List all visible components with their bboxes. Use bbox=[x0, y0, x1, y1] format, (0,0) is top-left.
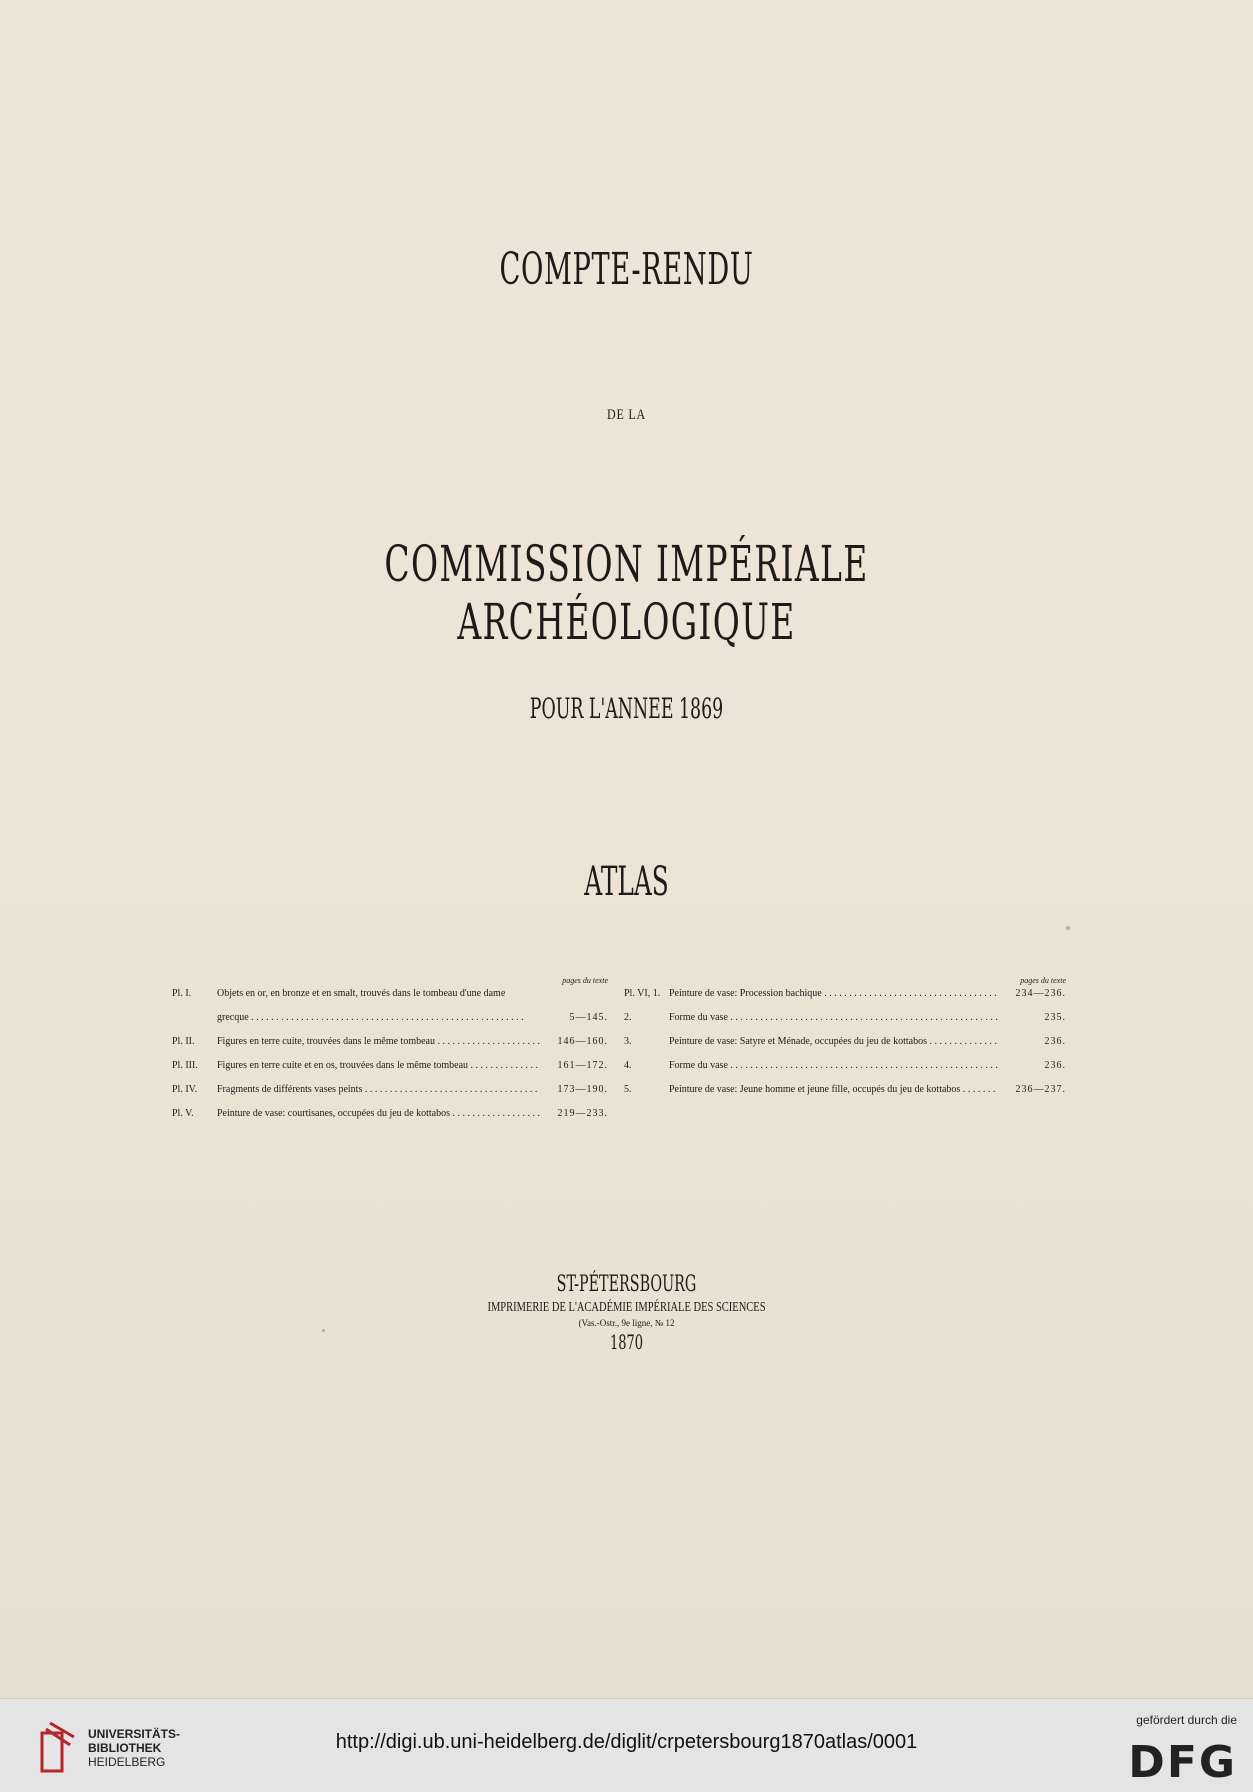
page-range: 236. bbox=[1044, 1036, 1066, 1047]
page-range: 173—190. bbox=[557, 1084, 608, 1095]
plate-number: 4. bbox=[624, 1060, 632, 1071]
plate-number: 3. bbox=[624, 1036, 632, 1047]
page-range: 236—237. bbox=[1015, 1084, 1066, 1095]
toc-entry bbox=[624, 1011, 1066, 1035]
page-range: 161—172. bbox=[557, 1060, 608, 1071]
imprint bbox=[0, 1272, 1253, 1354]
toc-entry bbox=[172, 987, 608, 1011]
plate-number: 2. bbox=[624, 1012, 632, 1023]
pages-header: pages du texte bbox=[1020, 976, 1066, 985]
plate-description: Peinture de vase: Satyre et Ménade, occupées du jeu de kottabos . . . bbox=[669, 1035, 998, 1049]
toc-entry bbox=[624, 1035, 1066, 1059]
plate-description: Figures en terre cuite, trouvées dans le même tombeau . . . bbox=[217, 1035, 540, 1049]
page-range: 219—233. bbox=[557, 1108, 608, 1119]
plate-description: Forme du vase . . . bbox=[669, 1011, 998, 1025]
plate-description: Peinture de vase: courtisanes, occupées du jeu de kottabos . . . bbox=[217, 1107, 540, 1121]
toc-entry bbox=[172, 1011, 608, 1035]
plate-number: Pl. I. bbox=[172, 988, 192, 999]
page-range: 146—160. bbox=[557, 1036, 608, 1047]
plate-description: Fragments de différents vases peints . . . bbox=[217, 1083, 540, 1097]
permalink-url[interactable]: http://digi.ub.uni-heidelberg.de/diglit/crpetersbourg1870atlas/0001 bbox=[335, 1731, 918, 1753]
library-name-line: HEIDELBERG bbox=[88, 1755, 166, 1769]
plate-description: Objets en or, en bronze et en smalt, trouvés dans le tombeau d'une dame bbox=[217, 988, 506, 999]
plate-number: Pl. VI, 1. bbox=[624, 988, 661, 999]
plate-number: Pl. V. bbox=[172, 1108, 194, 1119]
toc-entry bbox=[172, 1083, 608, 1107]
year-line: POUR L'ANNEE 1869 bbox=[529, 692, 724, 725]
library-name-line: UNIVERSITÄTS- bbox=[88, 1727, 181, 1741]
toc-entry bbox=[172, 1059, 608, 1083]
plate-description: Forme du vase . . . bbox=[669, 1059, 998, 1073]
viewer-footer bbox=[0, 1698, 1253, 1792]
toc-entry bbox=[172, 1035, 608, 1059]
imprint-address: (Vas.-Ostr., 9e ligne, № 12 bbox=[578, 1318, 675, 1328]
plate-number: Pl. II. bbox=[172, 1036, 195, 1047]
page-range: 234—236. bbox=[1015, 988, 1066, 999]
toc-left-column bbox=[172, 976, 608, 1131]
dfg-logo[interactable]: DFG bbox=[1128, 1737, 1237, 1788]
paper-speck bbox=[1066, 926, 1070, 930]
toc-entry bbox=[624, 1059, 1066, 1083]
library-name-line: BIBLIOTHEK bbox=[88, 1741, 162, 1755]
imprint-printer: IMPRIMERIE DE L'ACADÉMIE IMPÉRIALE DES SCIENCES bbox=[487, 1300, 766, 1315]
title: COMPTE-RENDU bbox=[499, 244, 754, 295]
plate-number: Pl. III. bbox=[172, 1060, 198, 1071]
pages-header: pages du texte bbox=[562, 976, 608, 985]
toc-entry bbox=[624, 987, 1066, 1011]
connector-text: DE LA bbox=[607, 407, 646, 423]
toc-entry bbox=[624, 1083, 1066, 1107]
institution-title: COMMISSION IMPÉRIALE ARCHÉOLOGIQUE bbox=[384, 535, 869, 651]
page-range: 236. bbox=[1044, 1060, 1066, 1071]
imprint-year: 1870 bbox=[609, 1330, 644, 1354]
plate-description: Peinture de vase: Jeune homme et jeune fille, occupés du jeu de kottabos . . . bbox=[669, 1083, 998, 1097]
imprint-city: ST-PÉTERSBOURG bbox=[556, 1272, 697, 1297]
toc-right-column bbox=[624, 976, 1066, 1107]
volume-title: ATLAS bbox=[584, 859, 669, 905]
page-range: 5—145. bbox=[569, 1012, 608, 1023]
page-range: 235. bbox=[1044, 1012, 1066, 1023]
paper-speck bbox=[322, 1329, 325, 1332]
toc-entry bbox=[172, 1107, 608, 1131]
plate-number: Pl. IV. bbox=[172, 1084, 198, 1095]
funding-text: gefördert durch die bbox=[1136, 1713, 1237, 1727]
plate-description: Figures en terre cuite et en os, trouvées dans le même tombeau . . . bbox=[217, 1059, 540, 1073]
plate-number: 5. bbox=[624, 1084, 632, 1095]
plate-description: grecque . . . bbox=[217, 1011, 540, 1025]
plate-description: Peinture de vase: Procession bachique . . . bbox=[669, 987, 998, 1001]
